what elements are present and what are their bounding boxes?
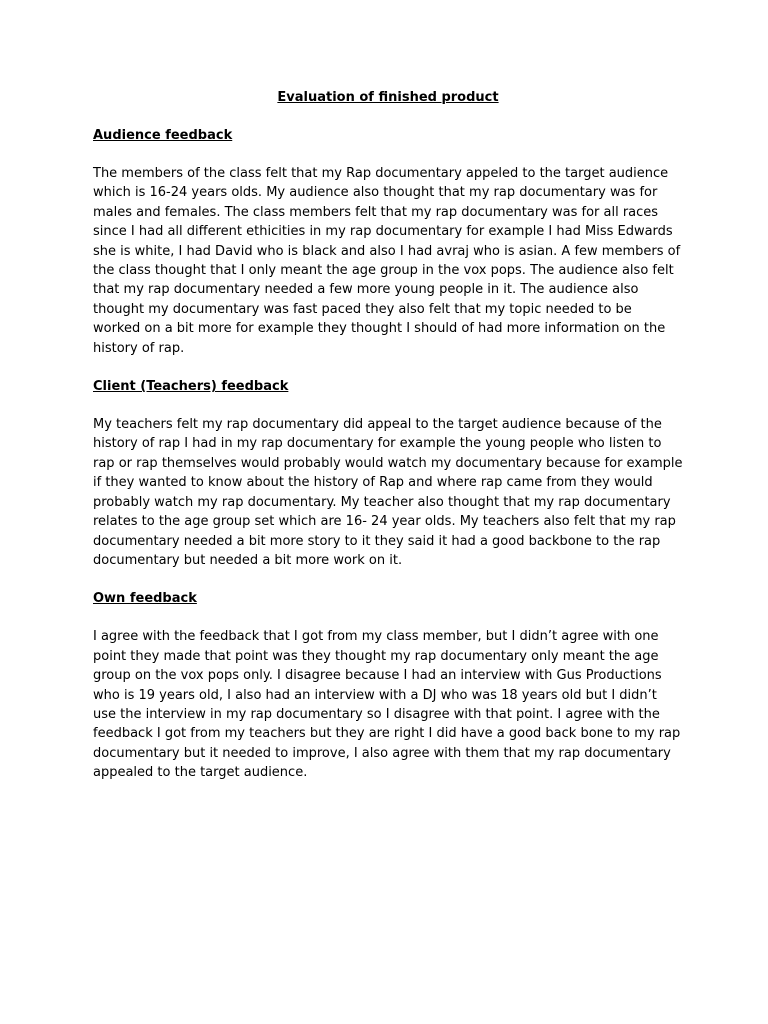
heading-audience-feedback: Audience feedback	[93, 128, 233, 143]
heading-client-feedback: Client (Teachers) feedback	[93, 379, 289, 395]
document-page	[93, 88, 683, 802]
paragraph-audience-feedback: The members of the class felt that my Rap documentary appeled to the target audience which is 16-24 years olds. My audience also thought that my rap documentary was for males and females. The class members felt that my rap documentary was for all races since I had all different ethicities in my rap documentary for example I had Miss Edwards she is white, I had David who is black and also I had avraj who is asian. A few members of the class thought that I only meant the age group in the vox pops. The audience also felt that my rap documentary needed a few more young people in it. The audience also thought my documentary was fast paced they also felt that my topic needed to be worked on a bit more for example they thought I should of had more information on the history of rap.	[93, 166, 681, 356]
document-title: Evaluation of finished product	[277, 90, 499, 105]
heading-own-feedback: Own feedback	[93, 591, 197, 607]
paragraph-own-feedback: I agree with the feedback that I got from my class member, but I didn’t agree with one point they made that point was they thought my rap documentary only meant the age group on the vox pops only. I disagree because I had an interview with Gus Productions who is 19 years old, I also had an interview with a DJ who was 18 years old but I didn’t use the interview in my rap documentary so I disagree with that point. I agree with the feedback I got from my teachers but they are right I did have a good back bone to my rap documentary but it needed to improve, I also agree with them that my rap documentary appealed to the target audience.	[93, 629, 681, 781]
paragraph-client-feedback: My teachers felt my rap documentary did appeal to the target audience because of the history of rap I had in my rap documentary for example the young people who listen to rap or rap themselves would probably would watch my documentary because for example if they wanted to know about the history of Rap and where rap came from they would probably watch my rap documentary. My teacher also thought that my rap documentary relates to the age group set which are 16- 24 year olds. My teachers also felt that my rap documentary needed a bit more story to it they said it had a good backbone to the rap documentary but needed a bit more work on it.	[93, 417, 683, 568]
